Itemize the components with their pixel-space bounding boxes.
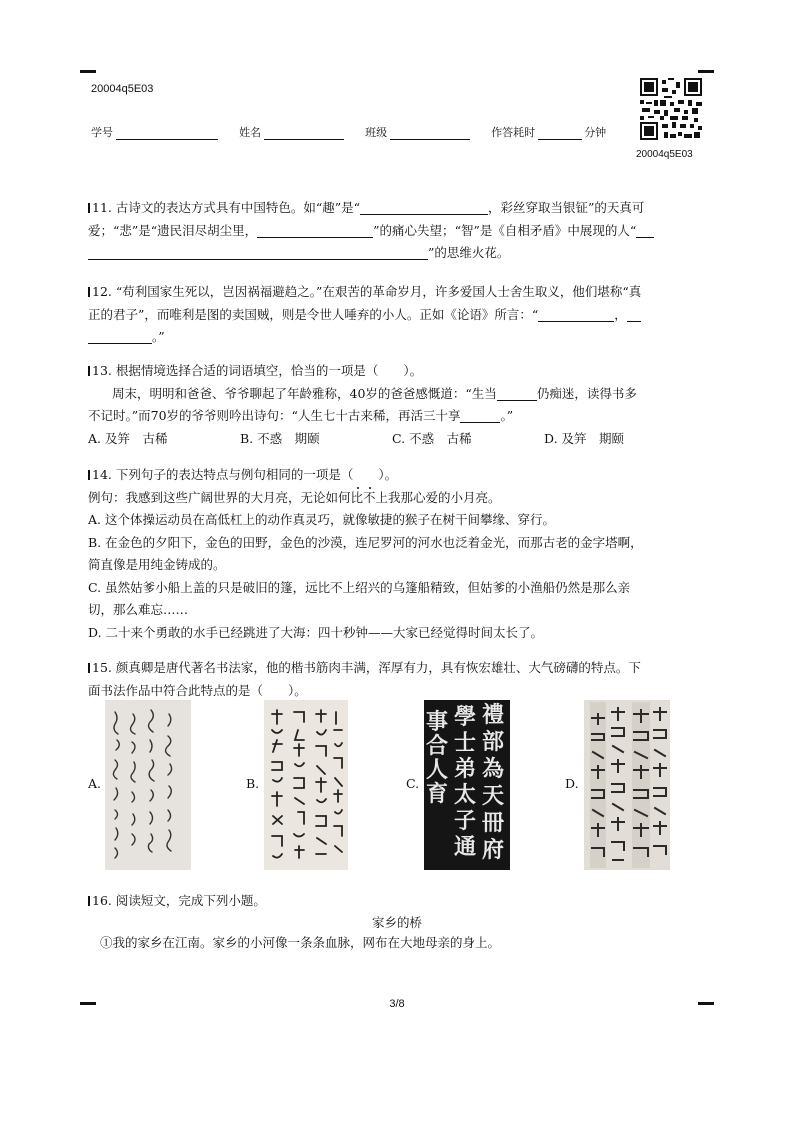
calligraphy-running-script-b-image[interactable] [264,700,348,870]
passage-paragraph: ①我的家乡在江南。家乡的小河像一条条血脉，网布在大地母亲的身上。 [100,935,501,950]
question-13: 13. 根据情境选择合适的词语填空，恰当的一项是（ ）。 周末，明明和爸爸、爷爷聊起了年龄雅称，40岁的爸爸感慨道：“生当 仍痴迷，读得书多 不记时。”而70岁的爷爷则吟出诗句：“人生七十古来稀，再活三十享 。” A. 及笄 古稀 B. 不惑 期颐 C. 不惑 古稀 D. 及笄 期颐 [88,360,712,450]
question-marker [88,203,90,213]
question-marker [88,366,90,376]
question-14: 14. 下列句子的表达特点与例句相同的一项是（ ）。 例句：我感到这些广阔世界的大月亮，无论如何比不上我那心爱的小月亮。 A. 这个体操运动员在高低杠上的动作真灵巧，就像敏捷的猴子在树干间攀缘、穿行。 B. 在金色的夕阳下，金色的田野，金色的沙漠，连尼罗河的河水也泛着金光，而那古老的金字塔啊， 简直像是用纯金铸成的。 C. 虽然姑爹小船上盖的只是破旧的篷，远比不上绍兴的乌篷船精致，但姑爹的小渔船仍然是那么亲 切，那么难忘…… D. 二十来个勇敢的水手已经跳进了大海：四十秒钟——大家已经觉得时间太长了。 [88,464,712,644]
question-marker [88,287,90,297]
stele-column-middle: 學士弟太子通 [454,704,477,860]
question-16: 16. 阅读短文，完成下列小题。 [88,890,712,913]
answer-blank[interactable] [497,386,537,401]
answer-blank[interactable] [460,408,500,423]
qr-code-label: 20004q5E03 [636,149,693,160]
answer-blank[interactable] [88,329,152,344]
class-field[interactable]: 班级 [365,124,470,140]
page-number: 3/8 [389,998,405,1010]
example-sentence: 例句：我感到这些广阔世界的大月亮，无论如何比不上我那心爱的小月亮。 [88,489,501,505]
corner-mark-top-right [698,70,714,73]
option-a[interactable]: A. 及笄 古稀 [88,430,168,446]
question-marker [88,896,90,906]
option-d-label[interactable]: D. [565,776,579,791]
answer-blank[interactable] [257,223,373,238]
student-info-fields [91,124,606,140]
corner-mark-top-left [80,70,96,73]
option-b[interactable]: B. 在金色的夕阳下，金色的田野，金色的沙漠，连尼罗河的河水也泛着金光，而那古老的金字塔啊， 简直像是用纯金铸成的。 [88,534,643,572]
calligraphy-cursive-a-image[interactable] [105,700,191,870]
answer-blank[interactable] [636,223,654,238]
answer-blank[interactable] [88,245,428,260]
answer-blank[interactable] [627,307,641,322]
option-b[interactable]: B. 不惑 期颐 [240,430,320,446]
stele-column-right: 禮部為天冊府 [482,702,505,863]
name-field[interactable]: 姓名 [239,124,344,140]
question-12: 12. “苟利国家生死以，岂因祸福避趋之。”在艰苦的革命岁月，许多爱国人士舍生取义，他们堪称“真 正的君子”，而唯利是图的卖国贼，则是令世人唾弃的小人。正如《论语》所言：“ ， 。” [88,284,642,344]
option-c[interactable]: C. 不惑 古稀 [392,430,472,446]
student-id-field[interactable]: 学号 [91,124,218,140]
calligraphy-clerical-d-image[interactable] [584,700,670,870]
qr-code-icon [640,78,702,140]
option-c-label[interactable]: C. [406,776,420,791]
option-d[interactable]: D. 及笄 期颐 [544,430,625,446]
time-spent-field[interactable]: 作答耗时 分钟 [491,127,607,139]
question-11: 11. 古诗文的表达方式具有中国特色。如“趣”是“ ，彩丝穿取当银钲”的天真可 爱；“悲”是“遗民泪尽胡尘里， ”的痛心失望；“智”是《自相矛盾》中展现的人“ ”的思维火花。 [88,197,712,265]
passage-title: 家乡的桥 [371,915,422,930]
question-marker [88,663,90,673]
option-a-label[interactable]: A. [88,776,102,791]
option-a[interactable]: A. 这个体操运动员在高低杠上的动作真灵巧，就像敏捷的猴子在树干间攀缘、穿行。 [88,512,555,527]
question-marker [88,470,90,480]
calligraphy-regular-script-c-image[interactable] [424,700,510,870]
document-code: 20004q5E03 [91,83,154,95]
option-b-label[interactable]: B. [246,776,260,791]
stele-column-left: 事合人育 [426,709,449,807]
answer-blank[interactable] [538,307,614,322]
option-c[interactable]: C. 虽然姑爹小船上盖的只是破旧的篷，远比不上绍兴的乌篷船精致，但姑爹的小渔船仍然是那么亲 切，那么难忘…… [88,579,631,617]
answer-blank[interactable] [360,200,488,215]
option-d[interactable]: D. 二十来个勇敢的水手已经跳进了大海：四十秒钟——大家已经觉得时间太长了。 [88,624,544,640]
question-15: 15. 颜真卿是唐代著名书法家，他的楷书筋肉丰满，浑厚有力，具有恢宏雄壮、大气磅礴的特点。下 面书法作品中符合此特点的是（ ）。 [88,660,641,698]
